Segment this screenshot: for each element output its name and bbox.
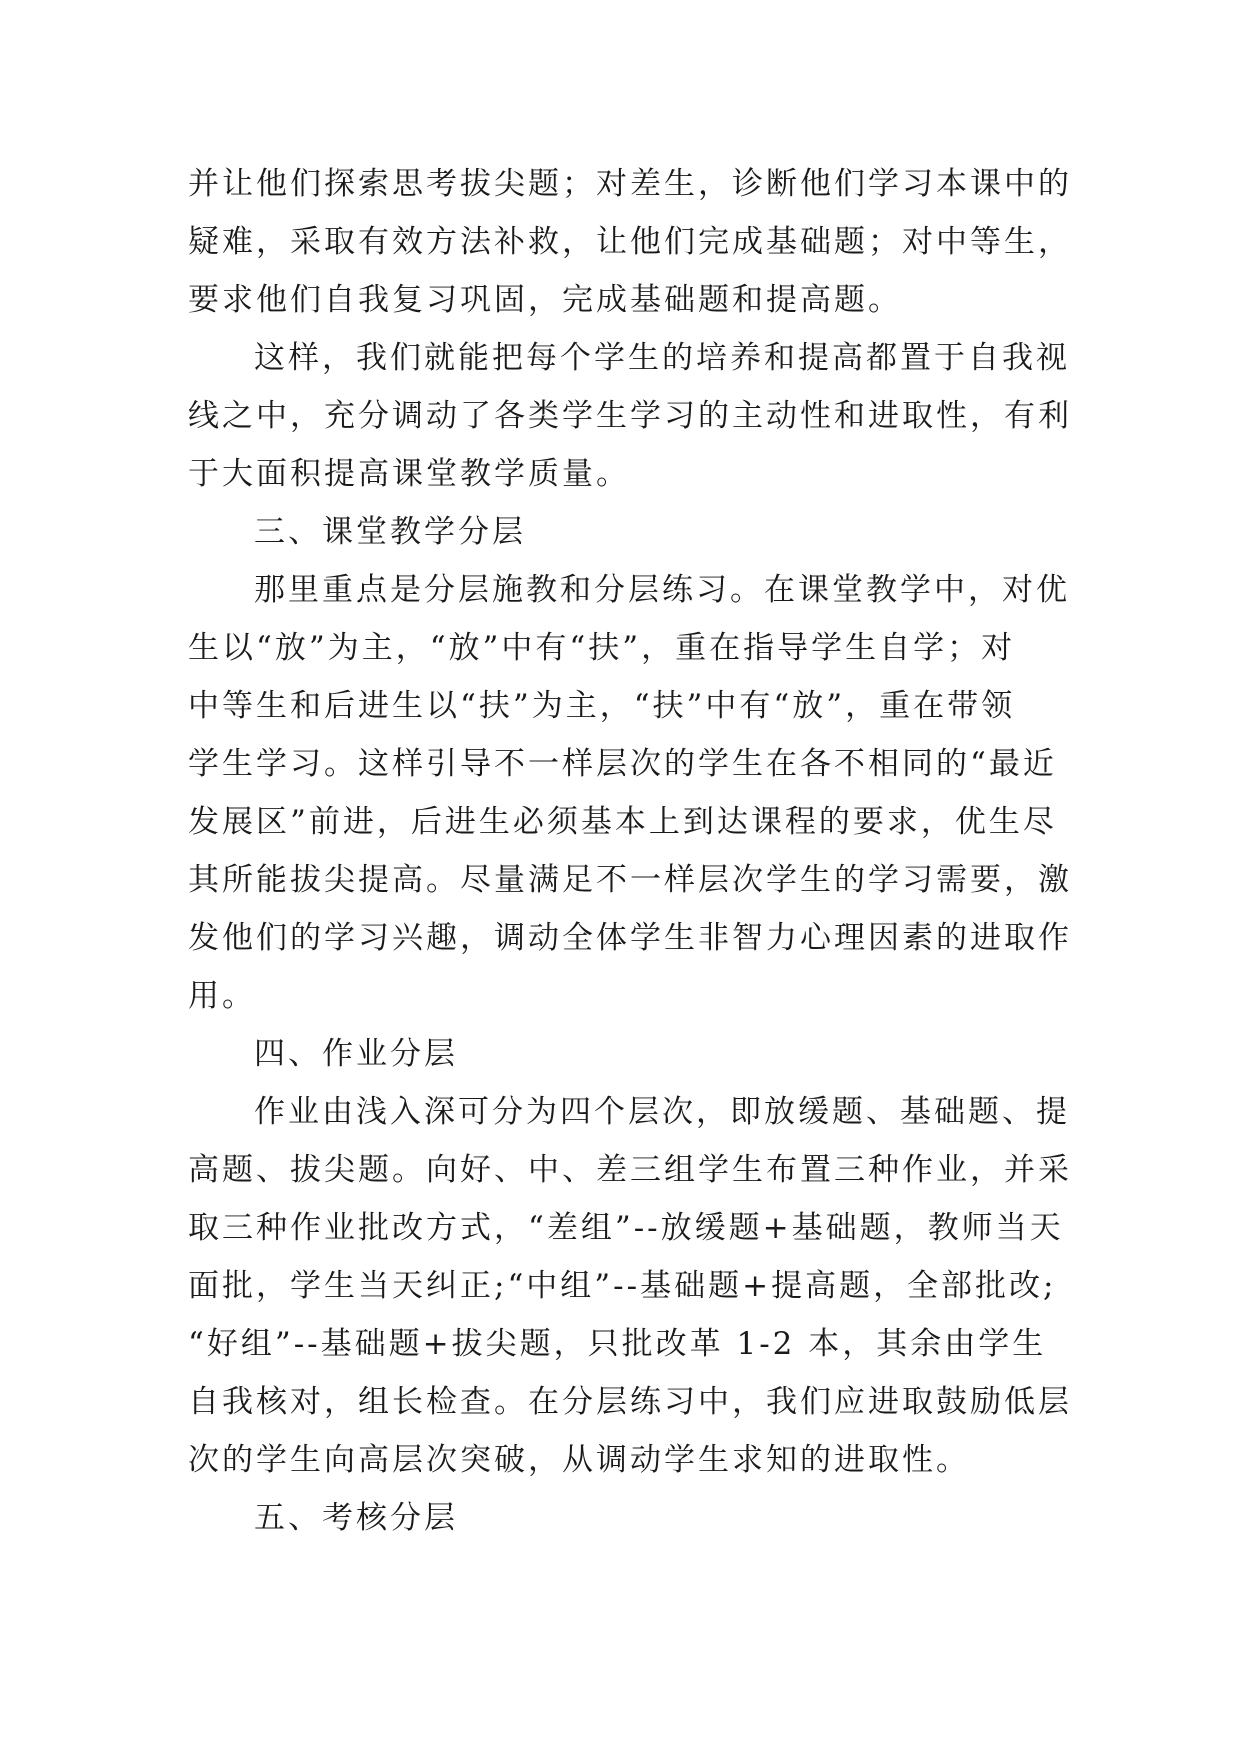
text-line: 发展区”前进，后进生必须基本上到达课程的要求，优生尽 xyxy=(188,804,1057,840)
text-line: 自我核对，组长检查。在分层练习中，我们应进取鼓励低层 xyxy=(188,1384,1072,1420)
text-line: 学生学习。这样引导不一样层次的学生在各不相同的“最近 xyxy=(188,746,1057,782)
text-line: 高题、拔尖题。向好、中、差三组学生布置三种作业，并采 xyxy=(188,1152,1072,1188)
section-heading-3: 三、课堂教学分层 xyxy=(254,514,526,550)
document-body xyxy=(188,155,1072,1547)
text-line: 其所能拔尖提高。尽量满足不一样层次学生的学习需要，激 xyxy=(188,862,1072,898)
text-line: 于大面积提高课堂教学质量。 xyxy=(188,456,630,492)
text-line: 面批，学生当天纠正;“中组”--基础题+提高题，全部批改; xyxy=(188,1268,1057,1304)
text-line: 并让他们探索思考拔尖题；对差生，诊断他们学习本课中的 xyxy=(188,166,1072,202)
section-heading-5: 五、考核分层 xyxy=(254,1500,458,1536)
text-line: “好组”--基础题+拔尖题，只批改革 1-2 本，其余由学生 xyxy=(188,1326,1047,1362)
paragraph-first-line: 那里重点是分层施教和分层练习。在课堂教学中，对优 xyxy=(254,572,1070,608)
text-line: 中等生和后进生以“扶”为主，“扶”中有“放”，重在带领 xyxy=(188,688,1016,724)
text-line: 生以“放”为主，“放”中有“扶”，重在指导学生自学；对 xyxy=(188,630,1016,666)
text-line: 疑难，采取有效方法补救，让他们完成基础题；对中等生， xyxy=(188,224,1072,260)
text-line: 线之中，充分调动了各类学生学习的主动性和进取性，有利 xyxy=(188,398,1072,434)
paragraph-first-line: 作业由浅入深可分为四个层次，即放缓题、基础题、提 xyxy=(254,1094,1070,1130)
text-line: 发他们的学习兴趣，调动全体学生非智力心理因素的进取作 xyxy=(188,920,1072,956)
text-line: 用。 xyxy=(188,978,256,1014)
paragraph-first-line: 这样，我们就能把每个学生的培养和提高都置于自我视 xyxy=(254,340,1070,376)
section-heading-4: 四、作业分层 xyxy=(254,1036,458,1072)
text-line: 要求他们自我复习巩固，完成基础题和提高题。 xyxy=(188,282,902,318)
text-line: 取三种作业批改方式，“差组”--放缓题+基础题，教师当天 xyxy=(188,1210,1064,1246)
text-line: 次的学生向高层次突破，从调动学生求知的进取性。 xyxy=(188,1442,970,1478)
